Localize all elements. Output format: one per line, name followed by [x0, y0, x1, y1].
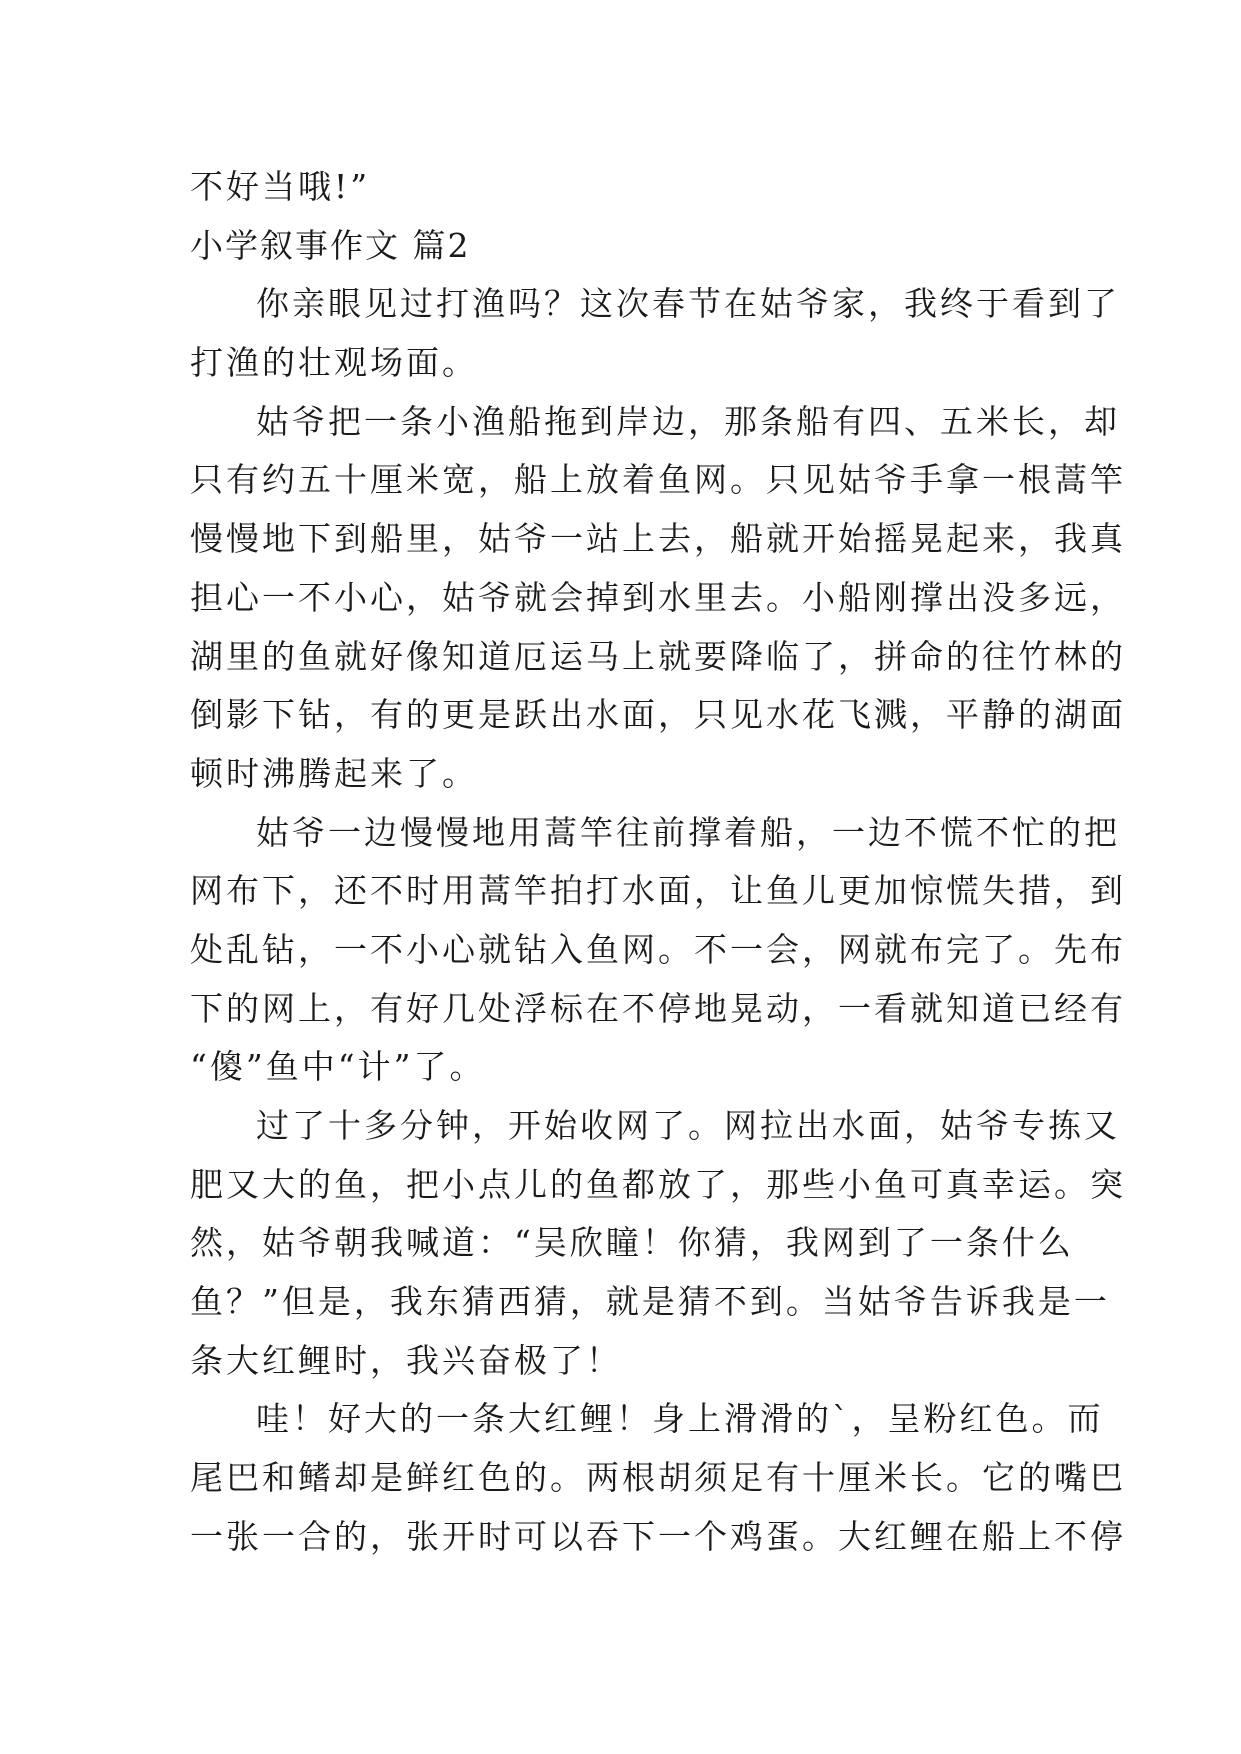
paragraph-3-line: 姑爷一边慢慢地用蒿竿往前撑着船，一边不慌不忙的把: [256, 812, 1120, 852]
document-page: [190, 158, 1126, 1567]
paragraph-2-line: 慢慢地下到船里，姑爷一站上去，船就开始摇晃起来，我真: [190, 519, 1126, 559]
paragraph-2-line: 只有约五十厘米宽，船上放着鱼网。只见姑爷手拿一根蒿竿: [190, 460, 1126, 500]
paragraph-4-line: 条大红鲤时，我兴奋极了！: [190, 1340, 622, 1380]
text-line: 不好当哦!”: [190, 167, 371, 206]
paragraph-2-line: 担心一不小心，姑爷就会掉到水里去。小船刚撑出没多远，: [190, 577, 1126, 617]
paragraph-1-line: 你亲眼见过打渔吗？这次春节在姑爷家，我终于看到了: [256, 284, 1120, 324]
paragraph-4-line: 肥又大的鱼，把小点儿的鱼都放了，那些小鱼可真幸运。突: [190, 1164, 1126, 1204]
paragraph-4-line: 过了十多分钟，开始收网了。网拉出水面，姑爷专拣又: [256, 1106, 1120, 1145]
paragraph-1-line: 打渔的壮观场面。: [190, 343, 478, 383]
paragraph-3-line: “傻”鱼中“计”了。: [190, 1047, 486, 1087]
paragraph-5-line: 尾巴和鳍却是鲜红色的。两根胡须足有十厘米长。它的嘴巴: [190, 1458, 1126, 1498]
paragraph-5-line: 哇！好大的一条大红鲤！身上滑滑的`，呈粉红色。而: [256, 1399, 1104, 1439]
paragraph-3-line: 处乱钻，一不小心就钻入鱼网。不一会，网就布完了。先布: [190, 929, 1126, 969]
paragraph-2-line: 倒影下钻，有的更是跃出水面，只见水花飞溅，平静的湖面: [190, 695, 1126, 735]
paragraph-3-line: 下的网上，有好几处浮标在不停地晃动，一看就知道已经有: [190, 988, 1126, 1028]
paragraph-2-line: 湖里的鱼就好像知道厄运马上就要降临了，拼命的往竹林的: [190, 636, 1126, 676]
section-heading: 小学叙事作文 篇2: [190, 225, 471, 265]
paragraph-2-line: 顿时沸腾起来了。: [190, 753, 478, 793]
paragraph-3-line: 网布下，还不时用蒿竿拍打水面，让鱼儿更加惊慌失措，到: [190, 871, 1126, 911]
paragraph-4-line: 鱼？”但是，我东猜西猜，就是猜不到。当姑爷告诉我是一: [190, 1282, 1110, 1322]
paragraph-4-line: 然，姑爷朝我喊道：“吴欣瞳！你猜，我网到了一条什么: [190, 1223, 1074, 1263]
paragraph-5-line: 一张一合的，张开时可以吞下一个鸡蛋。大红鲤在船上不停: [190, 1516, 1126, 1556]
paragraph-2-line: 姑爷把一条小渔船拖到岸边，那条船有四、五米长，却: [256, 401, 1120, 441]
